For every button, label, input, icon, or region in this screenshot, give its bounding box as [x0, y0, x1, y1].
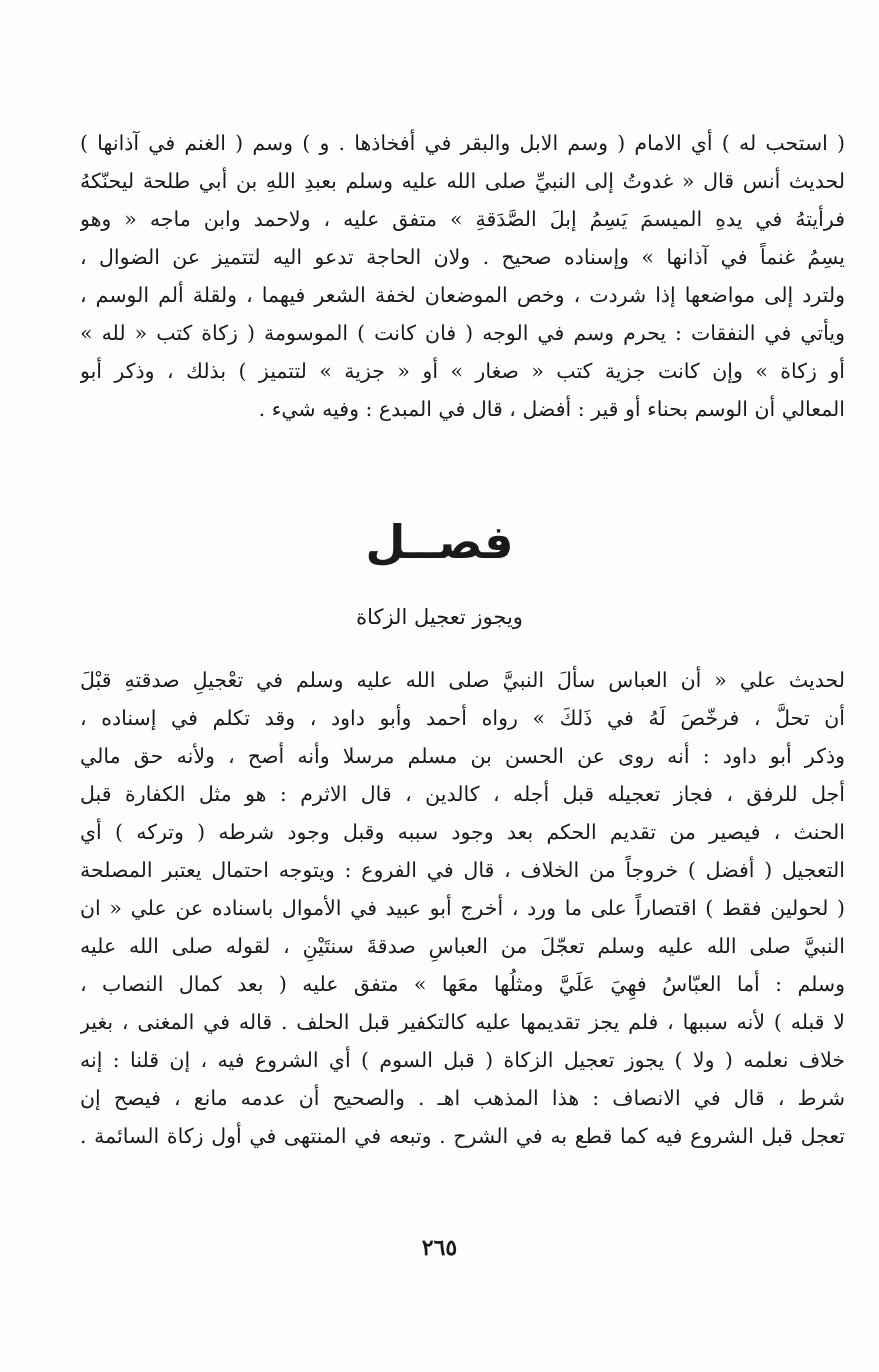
text-line: ( استحب له ) أي الامام ( وسم الابل والبقر في أفخاذها . و ) وسم ( الغنم في آذانها ): [80, 131, 845, 155]
text-line: أو زكاة » وإن كانت جزية كتب « صغار » أو « جزية » لتتميز ) بذلك ، وذكر أبو: [80, 359, 845, 383]
section-heading: فصــل: [365, 515, 514, 569]
text-line: فرأيتهُ في يدهِ الميسمَ يَسِمُ إبلَ الصَّدَقةِ » متفق عليه ، ولاحمد وابن ماجه « وهو: [80, 207, 845, 231]
text-line: أن تحلَّ ، فرخّصَ لَهُ في ذَلكَ » رواه أحمد وأبو داود ، وقد تكلم في إسناده ،: [80, 706, 845, 730]
text-line: الحنث ، فيصير من تقديم الحكم بعد وجود سببه وقبل وجود شرطه ( وتركه ) أي: [80, 820, 845, 844]
text-line: وسلم : أما العبّاسُ فهِيَ عَلَيَّ ومثلُها معَها » متفق عليه ( بعد كمال النصاب ،: [80, 972, 845, 996]
text-line: شرط ، قال في الانصاف : هذا المذهب اهـ . والصحيح أن عدمه مانع ، فيصح إن: [80, 1086, 845, 1110]
text-line: لحديث علي « أن العباس سألَ النبيَّ صلى الله عليه وسلم في تعْجيلِ صدقتهِ قبْلَ: [80, 668, 845, 692]
text-line: أجل للرفق ، فجاز تعجيله قبل أجله ، كالدين ، قال الاثرم : هو مثل الكفارة قبل: [80, 782, 845, 806]
text-line: لا قبله ) لأنه سببها ، فلم يجز تقديمها عليه كالتكفير قبل الحلف . قاله في المغنى ، بغير: [80, 1010, 845, 1034]
text-line: التعجيل ( أفضل ) خروجاً من الخلاف ، قال في الفروع : ويتوجه احتمال يعتبر المصلحة: [80, 858, 845, 882]
text-line: خلاف نعلمه ( ولا ) يجوز تعجيل الزكاة ( قبل السوم ) أي الشروع فيه ، إن قلنا : إنه: [80, 1048, 845, 1072]
paragraph-early-zakat: [80, 661, 845, 1155]
text-line: المعالي أن الوسم بحناء أو قير : أفضل ، قال في المبدع : وفيه شيء .: [258, 397, 845, 421]
text-line: ( لحولين فقط ) اقتصاراً على ما ورد ، أخرج أبو عبيد في الأموال باسناده عن علي « ان: [80, 896, 845, 920]
text-line: لحديث أنس قال « غدوتُ إلى النبيِّ صلى الله عليه وسلم بعبدِ اللهِ بن أبي طلحة ليحنّكهُ: [80, 169, 845, 193]
page-number: ٢٦٥: [421, 1235, 458, 1261]
section-subheading: ويجوز تعجيل الزكاة: [356, 605, 523, 629]
text-line: وذكر أبو داود : أنه روى عن الحسن بن مسلم مرسلا وأنه أصح ، ولأنه حق مالي: [80, 744, 845, 768]
text-line: ولترد إلى مواضعها إذا شردت ، وخص الموضعان لخفة الشعر فيهما ، ولقلة ألم الوسم ،: [80, 283, 845, 307]
paragraph-branding-livestock: [80, 124, 845, 428]
text-line: تعجل قبل الشروع فيه كما قطع به في الشرح . وتبعه في المنتهى في أول زكاة السائمة .: [80, 1124, 845, 1148]
text-line: ويأتي في النفقات : يحرم وسم في الوجه ( فان كانت ) الموسومة ( زكاة كتب « لله »: [80, 321, 845, 345]
text-line: النبيَّ صلى الله عليه وسلم تعجّلَ من العباسِ صدقةَ سنتَيْنِ ، لقوله صلى الله عليه: [80, 934, 845, 958]
text-line: يسِمُ غنماً في آذانها » وإسناده صحيح . ولان الحاجة تدعو اليه لتتميز عن الضوال ،: [80, 245, 845, 269]
